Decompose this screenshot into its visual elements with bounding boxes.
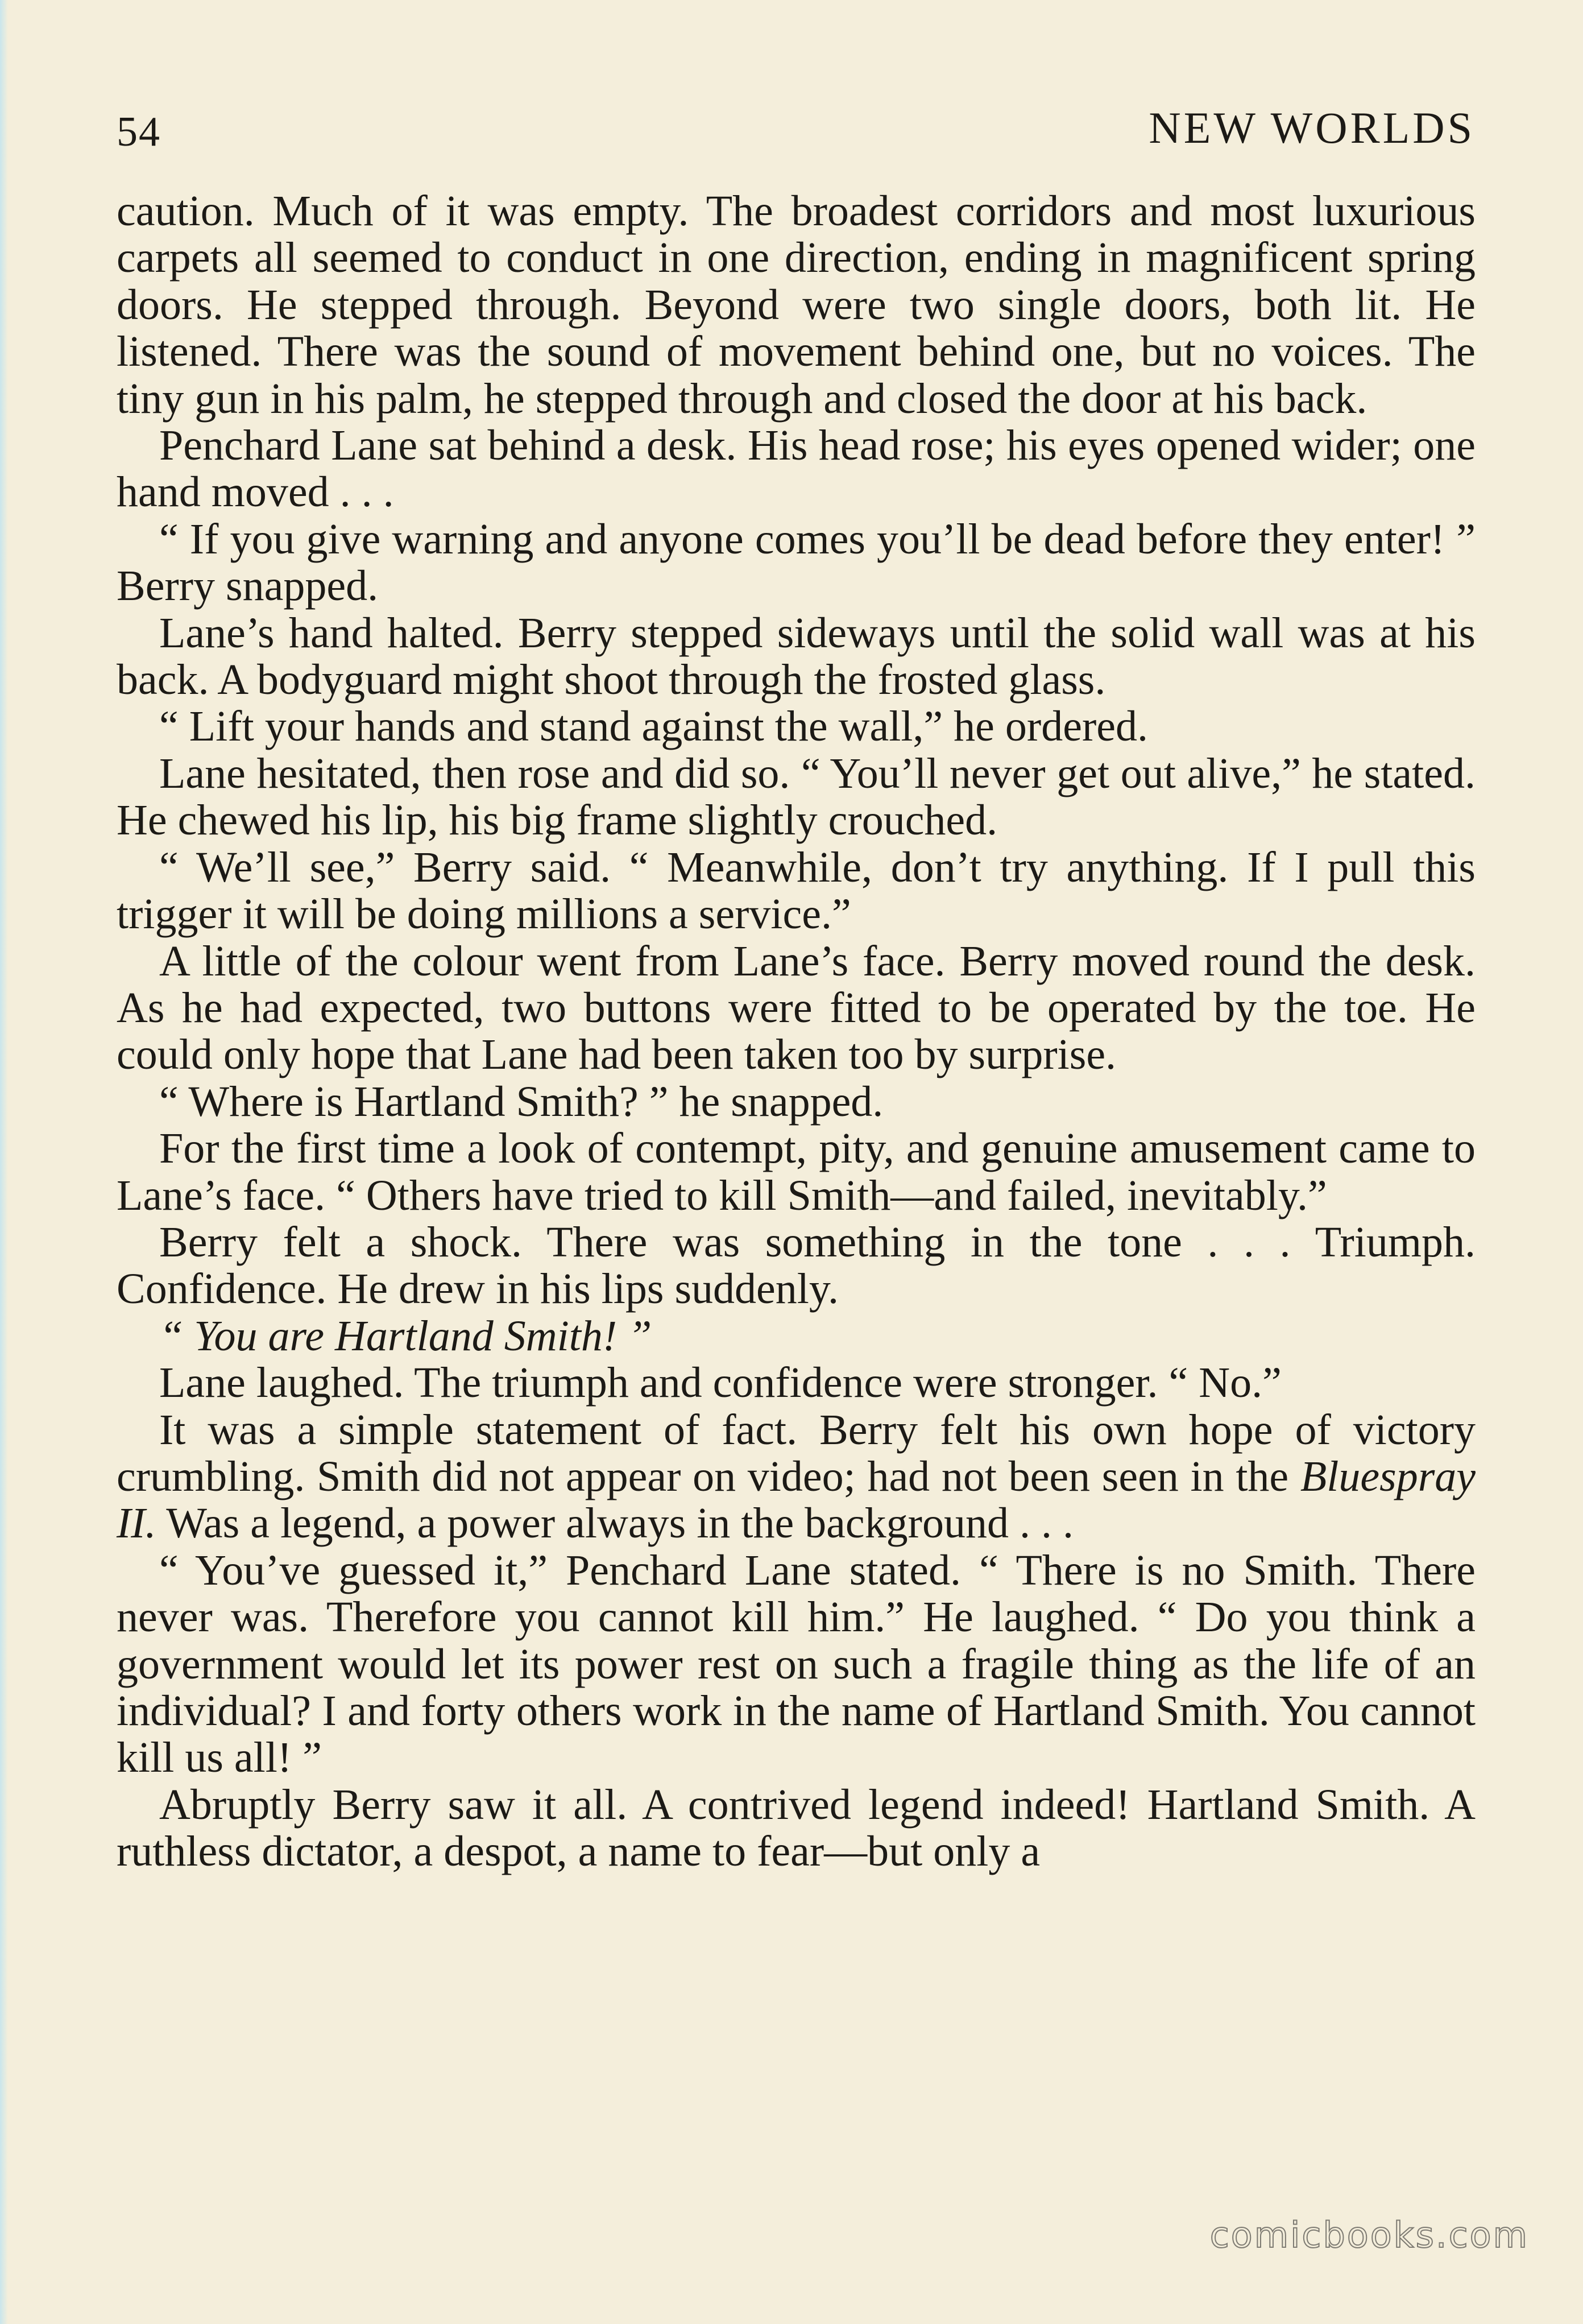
page-edge	[0, 0, 8, 2324]
running-title: NEW WORLDS	[1149, 103, 1475, 152]
paragraph-text: Was a legend, a power always in the background . . .	[156, 1499, 1074, 1548]
page-number: 54	[117, 109, 161, 155]
paragraph: Abruptly Berry saw it all. A contrived legend indeed! Hartland Smith. A ruthless dictator, a despot, a name to fear—but only a	[117, 1780, 1476, 1876]
paragraph: Lane laughed. The triumph and confidence were stronger. “ No.”	[159, 1359, 1282, 1407]
paragraph: “ Where is Hartland Smith? ” he snapped.	[159, 1077, 884, 1126]
ship-name: Bluespray II.	[117, 1452, 1476, 1548]
paragraph: “ If you give warning and anyone comes you’ll be dead before they enter! ” Berry snapped.	[117, 515, 1476, 610]
paragraph: For the first time a look of contempt, pity, and genuine amusement came to Lane’s face. “ Others have tried to kill Smith—and failed, inevitably.”	[117, 1124, 1476, 1219]
paragraph: Lane’s hand halted. Berry stepped sideways until the solid wall was at his back. A bodyguard might shoot through the frosted glass.	[117, 609, 1476, 704]
watermark: comicbooks.com	[1209, 2214, 1529, 2256]
paragraph: “ We’ll see,” Berry said. “ Meanwhile, don’t try anything. If I pull this trigger it will be doing millions a service.”	[117, 843, 1476, 938]
italic-dialogue: “ You are Hartland Smith! ”	[159, 1312, 652, 1360]
paragraph: Berry felt a shock. There was something in the tone . . . Triumph. Confidence. He drew in his lips suddenly.	[117, 1218, 1476, 1313]
paragraph-text: It was a simple statement of fact. Berry felt his own hope of victory crumbling. Smith did not appear on video; had not been seen in the	[117, 1405, 1476, 1500]
paragraph: “ You’ve guessed it,” Penchard Lane stated. “ There is no Smith. There never was. Therefore you cannot kill him.” He laughed. “ Do you think a government would let its power rest on such a fragile thing as the life of an individual? I and forty others work in the name of Hartland Smith. You cannot kill us all! ”	[117, 1546, 1476, 1782]
paragraph	[117, 1407, 1476, 1547]
paragraph	[117, 1313, 1476, 1359]
paragraph: “ Lift your hands and stand against the wall,” he ordered.	[159, 702, 1148, 751]
paragraph: Lane hesitated, then rose and did so. “ You’ll never get out alive,” he stated. He chewed his lip, his big frame slightly crouched.	[117, 749, 1476, 845]
paragraph: Penchard Lane sat behind a desk. His head rose; his eyes opened wider; one hand moved . . .	[117, 421, 1476, 516]
paragraph: caution. Much of it was empty. The broadest corridors and most luxurious carpets all seemed to conduct in one direction, ending in magnificent spring doors. He stepped through. Beyond were two single doors, both lit. He listened. There was the sound of movement behind one, but no voices. The tiny gun in his palm, he stepped through and closed the door at his back.	[117, 187, 1476, 423]
page-header	[117, 102, 1475, 165]
body-text	[117, 188, 1476, 1875]
paragraph: A little of the colour went from Lane’s face. Berry moved round the desk. As he had expected, two buttons were fitted to be operated by the toe. He could only hope that Lane had been taken too by surprise.	[117, 937, 1476, 1079]
